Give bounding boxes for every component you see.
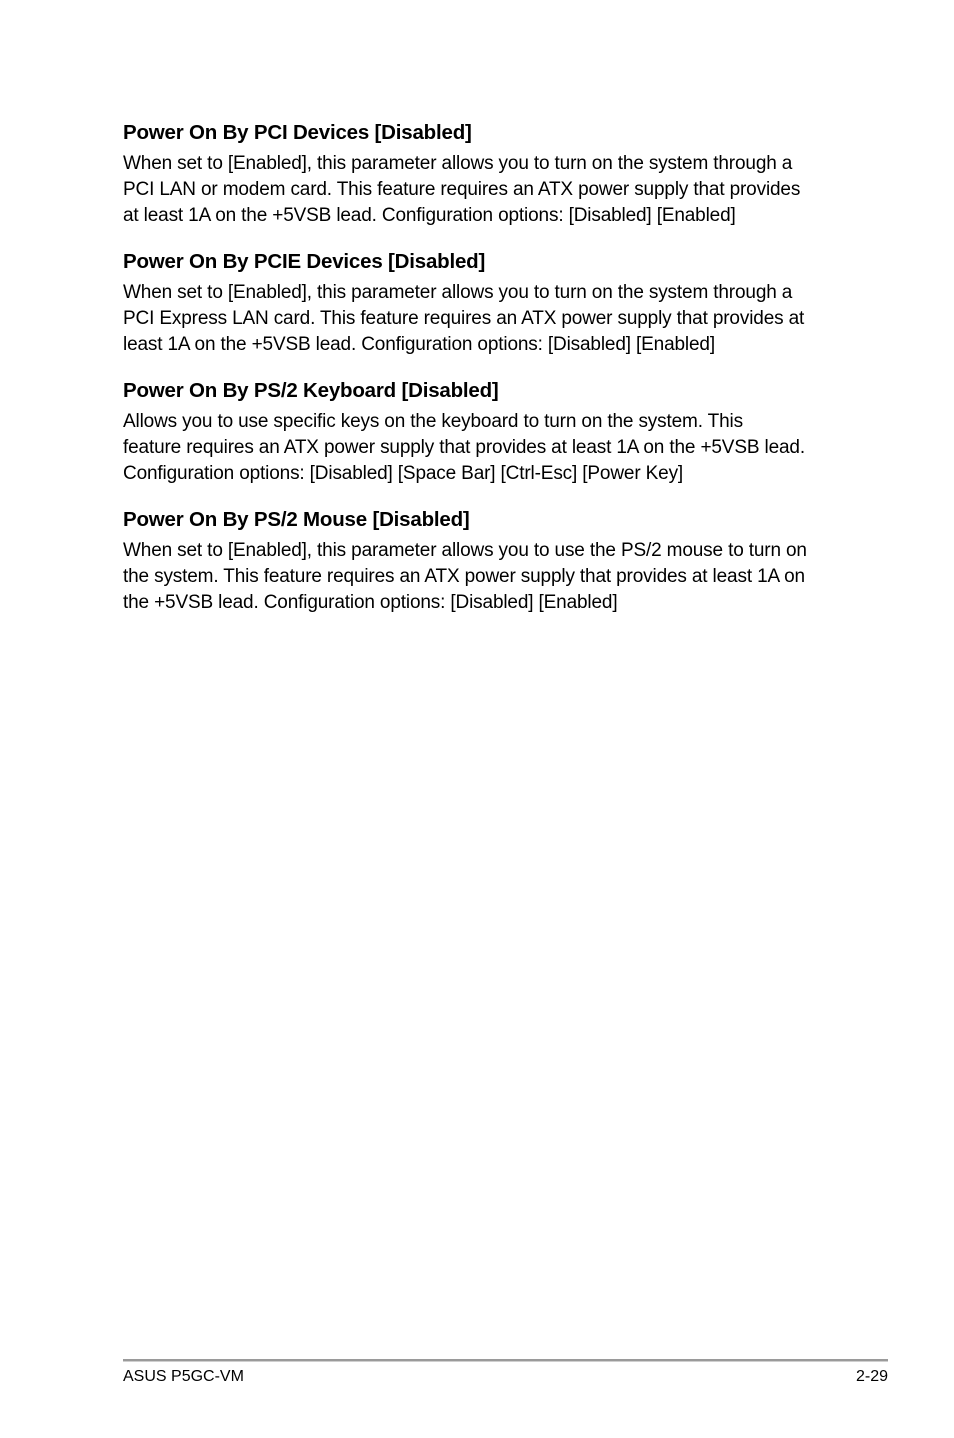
section-power-on-by-ps2-keyboard bbox=[123, 378, 843, 487]
section-power-on-by-pcie-devices bbox=[123, 249, 843, 358]
section-description bbox=[123, 538, 843, 616]
section-description bbox=[123, 280, 843, 358]
footer-page-number: 2-29 bbox=[855, 1368, 888, 1385]
section-description bbox=[123, 409, 843, 487]
description-line: at least 1A on the +5VSB lead. Configuration options: [Disabled] [Enabled] bbox=[123, 205, 736, 226]
description-line: Allows you to use specific keys on the keyboard to turn on the system. This bbox=[123, 411, 743, 432]
section-heading: Power On By PCI Devices [Disabled] bbox=[123, 121, 472, 144]
section-heading: Power On By PS/2 Keyboard [Disabled] bbox=[123, 379, 499, 402]
description-line: PCI LAN or modem card. This feature requires an ATX power supply that provides bbox=[123, 179, 801, 200]
section-heading: Power On By PS/2 Mouse [Disabled] bbox=[123, 508, 470, 531]
footer-product-name: ASUS P5GC-VM bbox=[123, 1368, 244, 1385]
description-line: When set to [Enabled], this parameter allows you to use the PS/2 mouse to turn on bbox=[123, 540, 807, 561]
description-line: When set to [Enabled], this parameter allows you to turn on the system through a bbox=[123, 153, 793, 174]
footer-divider bbox=[123, 1359, 888, 1362]
page-content bbox=[123, 120, 843, 636]
description-line: When set to [Enabled], this parameter allows you to turn on the system through a bbox=[123, 282, 793, 303]
description-line: PCI Express LAN card. This feature requires an ATX power supply that provides at bbox=[123, 308, 805, 329]
section-description bbox=[123, 151, 843, 229]
section-power-on-by-pci-devices bbox=[123, 120, 843, 229]
description-line: the +5VSB lead. Configuration options: [Disabled] [Enabled] bbox=[123, 592, 618, 613]
description-line: the system. This feature requires an ATX power supply that provides at least 1A on bbox=[123, 566, 805, 587]
description-line: feature requires an ATX power supply that provides at least 1A on the +5VSB lead. bbox=[123, 437, 805, 458]
description-line: Configuration options: [Disabled] [Space Bar] [Ctrl-Esc] [Power Key] bbox=[123, 463, 684, 484]
section-heading: Power On By PCIE Devices [Disabled] bbox=[123, 250, 486, 273]
description-line: least 1A on the +5VSB lead. Configuration options: [Disabled] [Enabled] bbox=[123, 334, 715, 355]
section-power-on-by-ps2-mouse bbox=[123, 507, 843, 616]
